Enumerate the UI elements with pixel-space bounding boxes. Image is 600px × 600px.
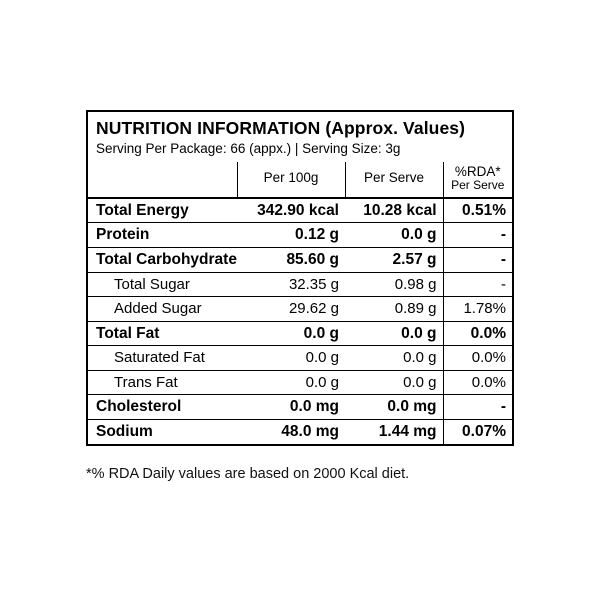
nutrient-name: Total Sugar [87, 273, 237, 297]
nutrient-rda-value: 0.51% [443, 198, 513, 223]
nutrient-rda-value: 0.0% [443, 346, 513, 370]
nutrient-per-serve-value: 0.0 g [345, 223, 443, 248]
serving-info: Serving Per Package: 66 (appx.) | Serving Size: 3g [96, 141, 401, 157]
table-row [87, 370, 513, 394]
table-row [87, 297, 513, 321]
nutrient-per-100g-value: 85.60 g [237, 248, 345, 273]
column-header-per-100g: Per 100g [237, 162, 345, 198]
nutrient-per-serve-value: 0.89 g [345, 297, 443, 321]
nutrient-name: Total Carbohydrate [87, 248, 237, 273]
nutrient-per-serve-value: 0.0 g [345, 370, 443, 394]
nutrition-header [86, 110, 514, 162]
table-row [87, 223, 513, 248]
nutrient-name: Total Fat [87, 321, 237, 346]
table-row [87, 394, 513, 419]
nutrient-per-100g-value: 0.12 g [237, 223, 345, 248]
table-header-row [87, 162, 513, 198]
table-row [87, 419, 513, 444]
nutrient-per-serve-value: 0.98 g [345, 273, 443, 297]
nutrient-name: Added Sugar [87, 297, 237, 321]
nutrient-rda-value: 0.0% [443, 321, 513, 346]
nutrient-per-serve-value: 2.57 g [345, 248, 443, 273]
nutrient-name: Cholesterol [87, 394, 237, 419]
nutrition-information-panel [86, 110, 514, 446]
nutrient-rda-value: - [443, 273, 513, 297]
nutrient-name: Total Energy [87, 198, 237, 223]
nutrient-per-100g-value: 0.0 g [237, 321, 345, 346]
table-row [87, 346, 513, 370]
nutrition-table-body [87, 162, 513, 445]
column-header-rda-top: %RDA* [454, 163, 501, 179]
nutrient-rda-value: - [443, 248, 513, 273]
nutrient-per-100g-value: 29.62 g [237, 297, 345, 321]
column-header-per-serve: Per Serve [345, 162, 443, 198]
nutrient-rda-value: 1.78% [443, 297, 513, 321]
page-title: NUTRITION INFORMATION (Approx. Values) [96, 118, 466, 138]
nutrient-per-serve-value: 0.0 g [345, 321, 443, 346]
nutrient-per-100g-value: 0.0 g [237, 346, 345, 370]
nutrient-per-100g-value: 0.0 mg [237, 394, 345, 419]
nutrient-per-serve-value: 0.0 mg [345, 394, 443, 419]
nutrient-rda-value: - [443, 394, 513, 419]
table-row [87, 321, 513, 346]
nutrient-name: Protein [87, 223, 237, 248]
table-row [87, 248, 513, 273]
nutrient-per-serve-value: 0.0 g [345, 346, 443, 370]
nutrient-per-100g-value: 0.0 g [237, 370, 345, 394]
rda-footnote: *% RDA Daily values are based on 2000 Kcal diet. [86, 466, 410, 482]
nutrient-per-100g-value: 48.0 mg [281, 422, 339, 440]
nutrient-rda-value: 0.07% [443, 419, 513, 444]
nutrient-rda-value: 0.0% [443, 370, 513, 394]
table-row [87, 198, 513, 223]
table-row [87, 273, 513, 297]
nutrient-name: Saturated Fat [87, 346, 237, 370]
nutrient-per-100g-value: 32.35 g [237, 273, 345, 297]
nutrient-rda-value: - [443, 223, 513, 248]
nutrition-table [86, 162, 514, 446]
column-header-rda [443, 162, 513, 198]
nutrient-per-serve-value: 1.44 mg [378, 422, 437, 440]
nutrient-name: Sodium [96, 422, 153, 440]
column-header-nutrient [87, 162, 237, 198]
nutrient-per-serve-value: 10.28 kcal [345, 198, 443, 223]
nutrient-per-100g-value: 342.90 kcal [237, 198, 345, 223]
nutrient-name: Trans Fat [87, 370, 237, 394]
column-header-rda-bottom: Per Serve [451, 178, 505, 193]
